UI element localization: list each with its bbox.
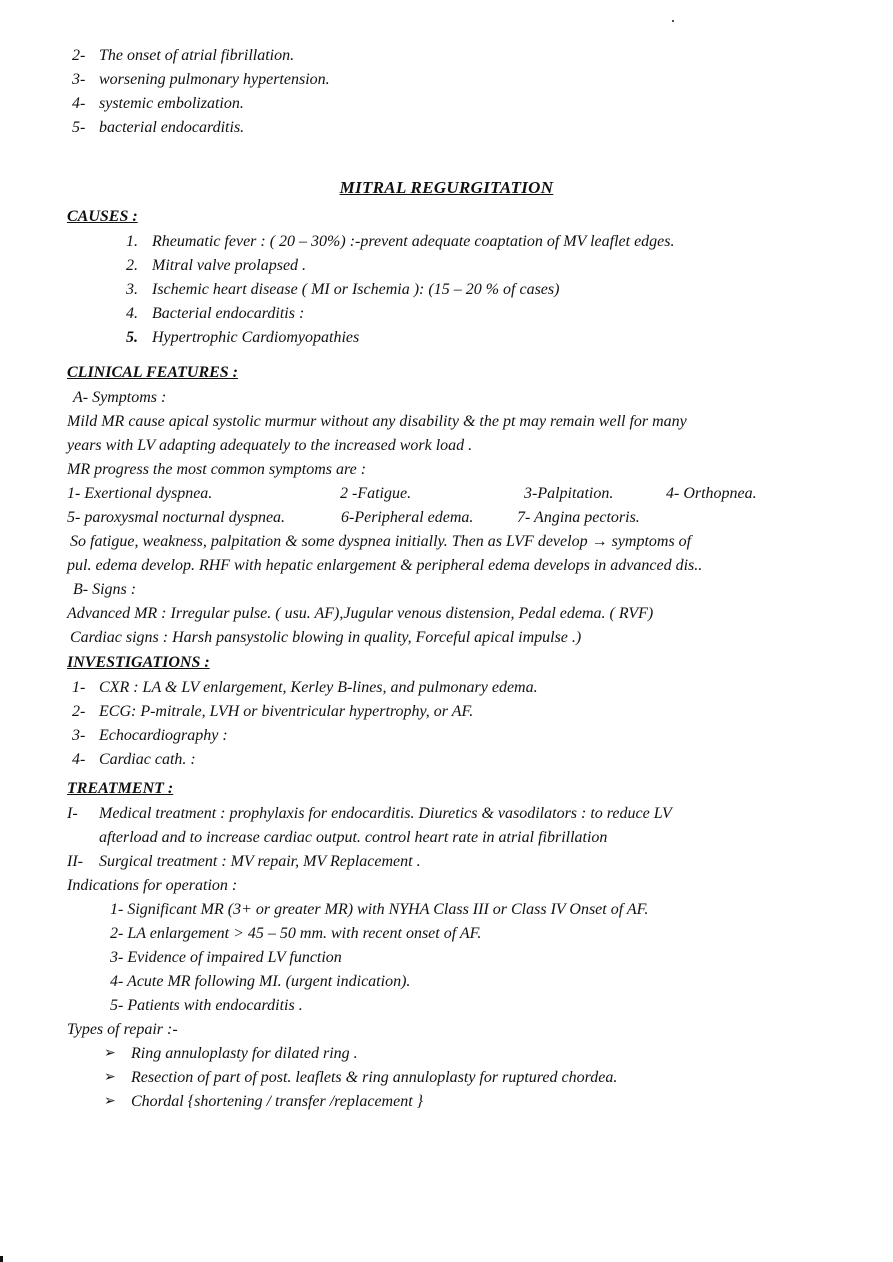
list-number: II- — [67, 853, 83, 870]
list-number: 2- — [72, 47, 86, 64]
symptom-item: 4- Orthopnea. — [666, 485, 757, 502]
list-item: 1- Significant MR (3+ or greater MR) with NYHA Class III or Class IV Onset of AF. — [110, 901, 649, 918]
causes-heading: CAUSES : — [67, 208, 138, 225]
list-number: 5- — [72, 119, 86, 136]
list-item: Cardiac cath. : — [99, 751, 196, 768]
list-number: 4- — [72, 95, 86, 112]
list-item: 5- Patients with endocarditis . — [110, 997, 303, 1014]
signs-label: B- Signs : — [73, 581, 137, 598]
list-item: 3- Evidence of impaired LV function — [110, 949, 342, 966]
paragraph-line: Advanced MR : Irregular pulse. ( usu. AF),Jugular venous distension, Pedal edema. ( RVF) — [67, 605, 654, 622]
list-number: 1- — [72, 679, 86, 696]
list-item: Bacterial endocarditis : — [152, 305, 305, 322]
symptom-item: 1- Exertional dyspnea. — [67, 485, 213, 502]
list-item: 2- LA enlargement > 45 – 50 mm. with recent onset of AF. — [110, 925, 482, 942]
symptom-item: 3-Palpitation. — [524, 485, 614, 502]
symptom-item: 6-Peripheral edema. — [341, 509, 474, 526]
scan-mark — [0, 1256, 3, 1262]
treatment-heading: TREATMENT : — [67, 780, 174, 797]
symptom-item: 5- paroxysmal nocturnal dyspnea. — [67, 509, 286, 526]
page-title: MITRAL REGURGITATION — [339, 178, 554, 197]
list-item: ECG: P-mitrale, LVH or biventricular hypertrophy, or AF. — [99, 703, 474, 720]
list-item: systemic embolization. — [99, 95, 244, 112]
scan-mark — [672, 20, 674, 22]
list-item: Chordal {shortening / transfer /replacement } — [131, 1093, 424, 1110]
list-item: Ischemic heart disease ( MI or Ischemia ): (15 – 20 % of cases) — [152, 281, 560, 298]
list-item: bacterial endocarditis. — [99, 119, 245, 136]
list-number: 5. — [126, 329, 138, 346]
paragraph-line: MR progress the most common symptoms are : — [67, 461, 367, 478]
arrow-bullet-icon: ➢ — [104, 1070, 116, 1085]
paragraph-line: pul. edema develop. RHF with hepatic enlargement & peripheral edema develops in advanced dis.. — [67, 557, 703, 574]
list-item: 4- Acute MR following MI. (urgent indication). — [110, 973, 411, 990]
list-item: Ring annuloplasty for dilated ring . — [131, 1045, 358, 1062]
symptoms-label: A- Symptoms : — [73, 389, 167, 406]
list-item: Hypertrophic Cardiomyopathies — [152, 329, 360, 346]
indications-label: Indications for operation : — [67, 877, 238, 894]
list-number: 4. — [126, 305, 138, 322]
symptom-item: 2 -Fatigue. — [340, 485, 412, 502]
paragraph-line: Medical treatment : prophylaxis for endocarditis. Diuretics & vasodilators : to reduce LV — [99, 805, 672, 822]
list-number: 3. — [126, 281, 138, 298]
list-item: Rheumatic fever : ( 20 – 30%) :-prevent adequate coaptation of MV leaflet edges. — [152, 233, 675, 250]
paragraph-line: afterload and to increase cardiac output. control heart rate in atrial fibrillation — [99, 829, 608, 846]
list-number: 2. — [126, 257, 138, 274]
repair-label: Types of repair :- — [67, 1021, 178, 1038]
list-item: worsening pulmonary hypertension. — [99, 71, 330, 88]
list-number: 2- — [72, 703, 86, 720]
paragraph-line: Surgical treatment : MV repair, MV Replacement . — [99, 853, 421, 870]
arrow-bullet-icon: ➢ — [104, 1046, 116, 1061]
list-number: 3- — [72, 727, 86, 744]
list-number: 1. — [126, 233, 138, 250]
list-item: Echocardiography : — [99, 727, 228, 744]
arrow-bullet-icon: ➢ — [104, 1094, 116, 1109]
list-item: Resection of part of post. leaflets & ring annuloplasty for ruptured chordea. — [131, 1069, 618, 1086]
symptom-item: 7- Angina pectoris. — [517, 509, 640, 526]
paragraph-line: So fatigue, weakness, palpitation & some dyspnea initially. Then as LVF develop → symptoms of — [70, 533, 692, 550]
list-item: The onset of atrial fibrillation. — [99, 47, 295, 64]
list-number: I- — [67, 805, 78, 822]
paragraph-line: Cardiac signs : Harsh pansystolic blowing in quality, Forceful apical impulse .) — [70, 629, 582, 646]
list-item: Mitral valve prolapsed . — [152, 257, 307, 274]
list-number: 3- — [72, 71, 86, 88]
clinical-heading: CLINICAL FEATURES : — [67, 364, 239, 381]
list-number: 4- — [72, 751, 86, 768]
paragraph-line: Mild MR cause apical systolic murmur without any disability & the pt may remain well for many — [67, 413, 687, 430]
list-item: CXR : LA & LV enlargement, Kerley B-lines, and pulmonary edema. — [99, 679, 538, 696]
investigations-heading: INVESTIGATIONS : — [67, 654, 210, 671]
paragraph-line: years with LV adapting adequately to the increased work load . — [67, 437, 473, 454]
